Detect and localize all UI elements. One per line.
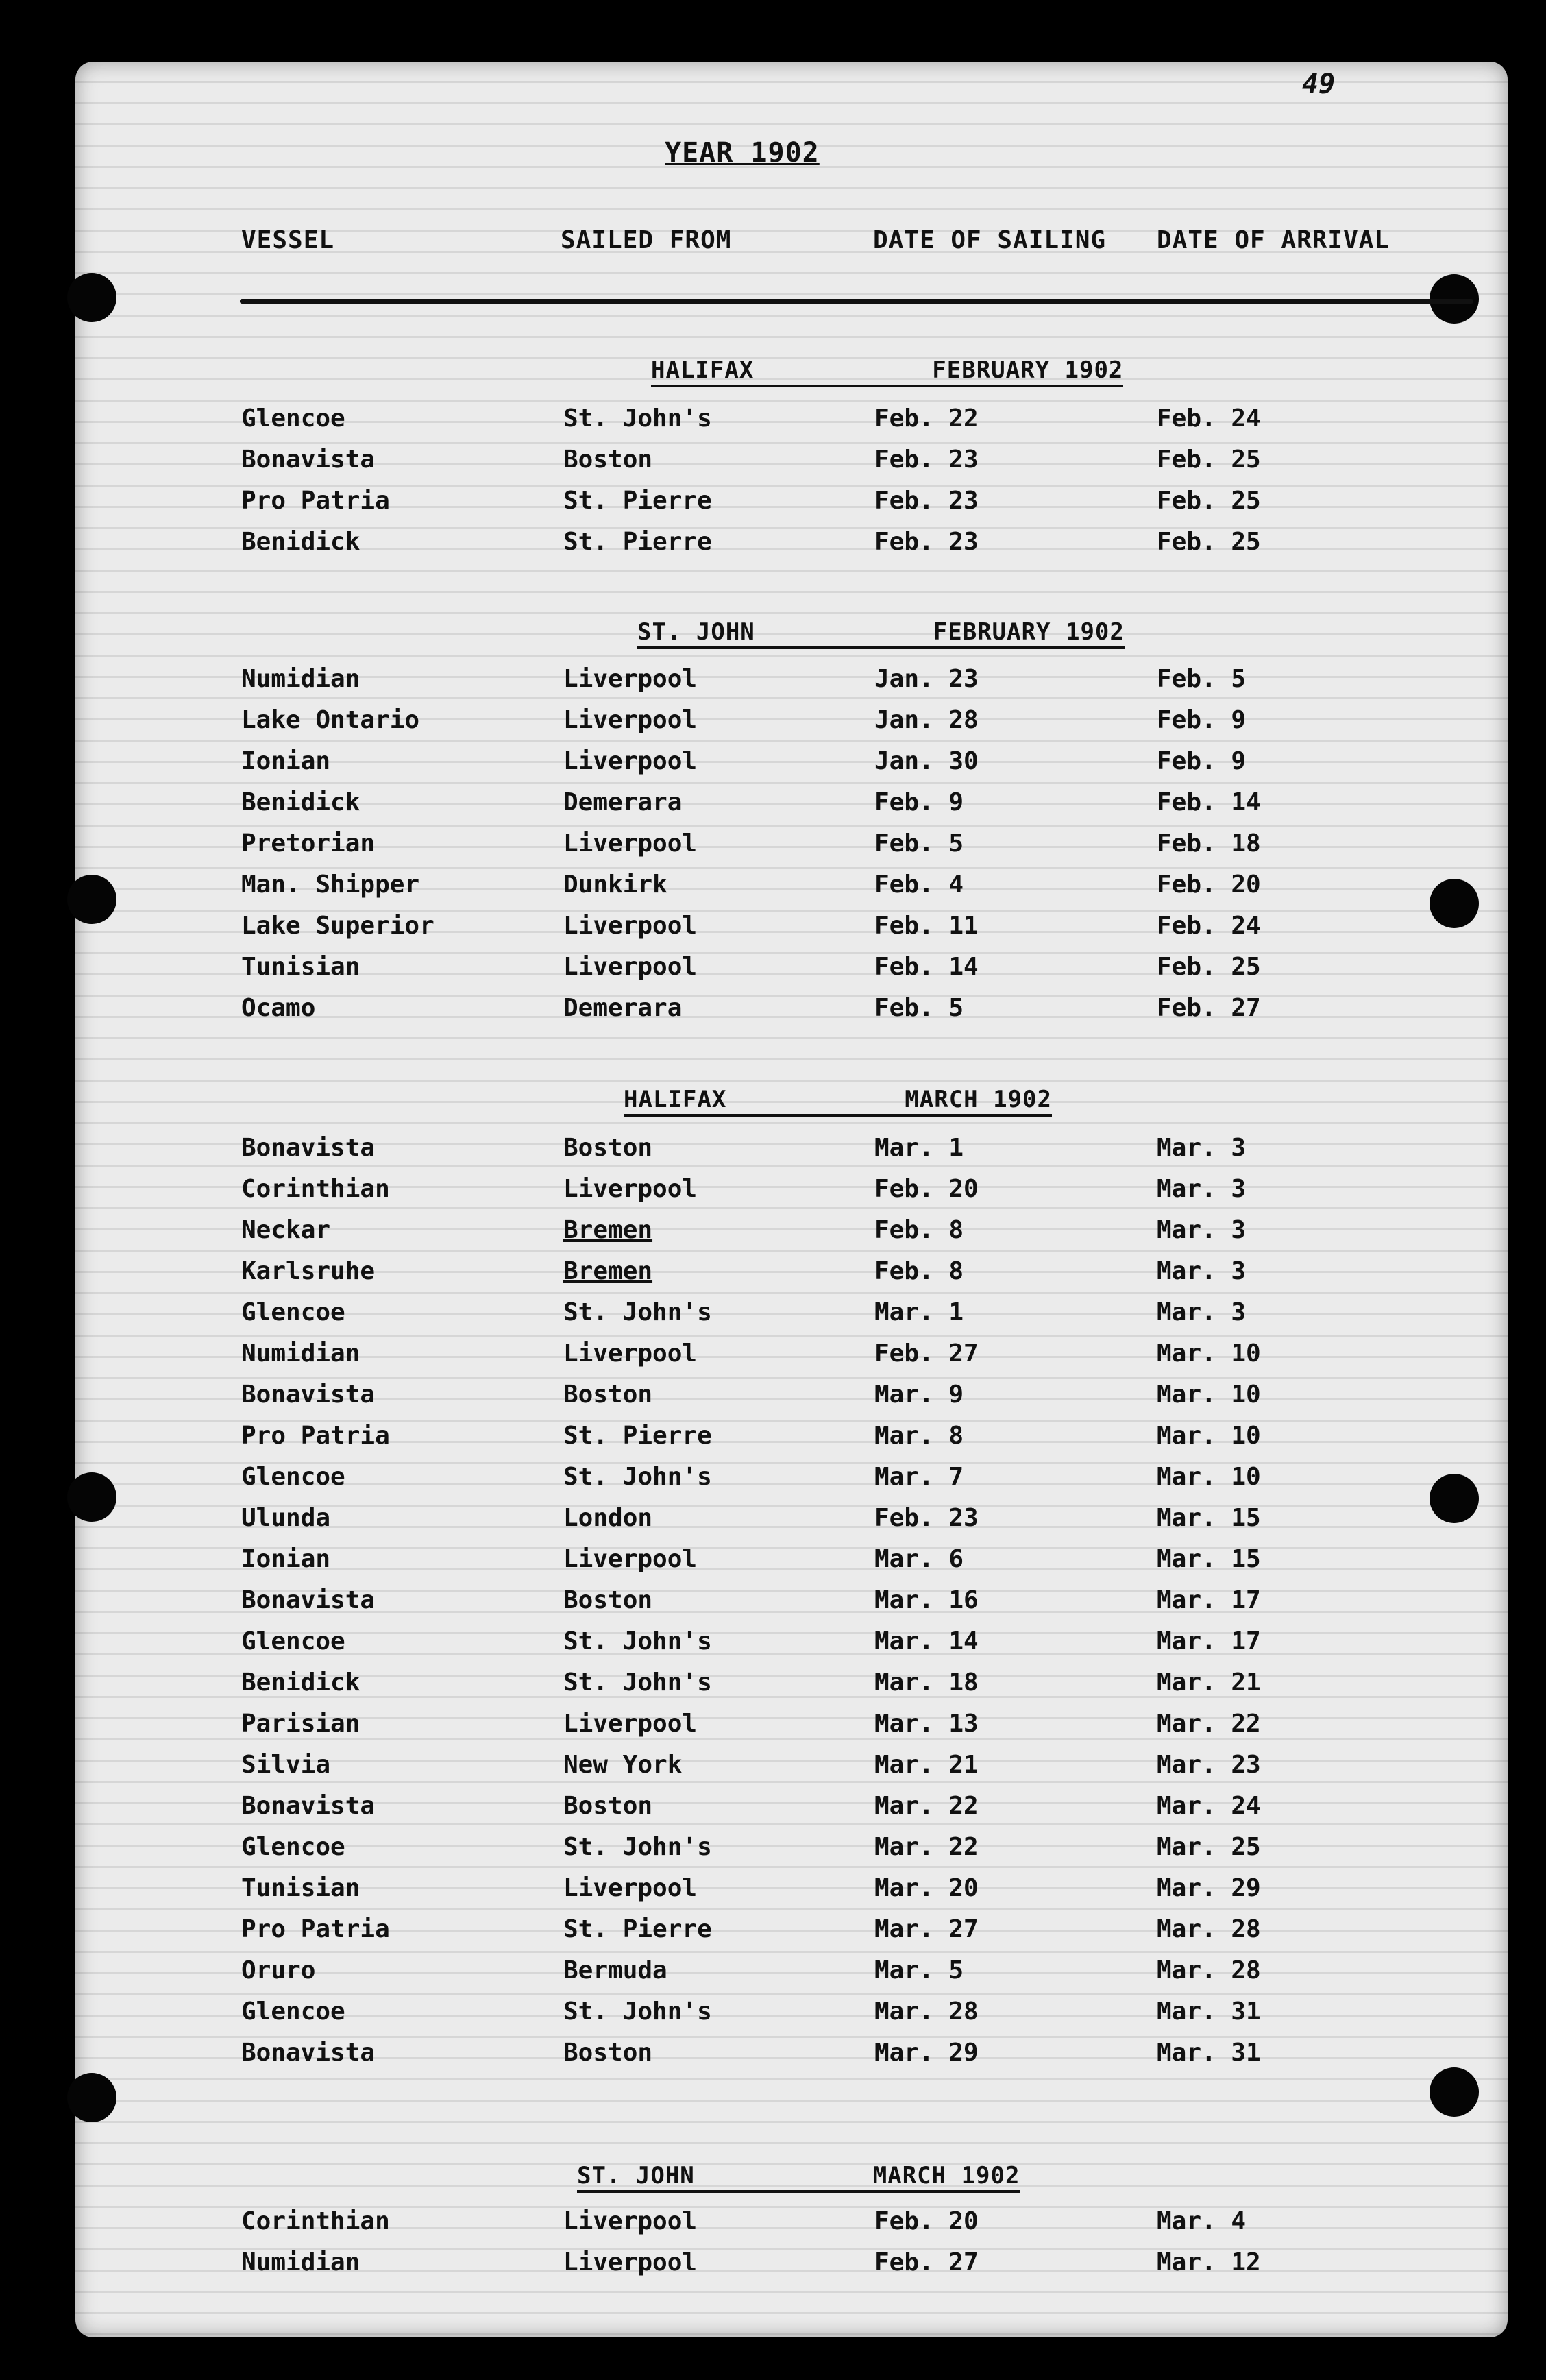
- arrival-date-cell: Mar. 31: [1157, 2039, 1261, 2067]
- section-title: [651, 356, 1123, 387]
- vessel-cell: Benidick: [241, 788, 360, 816]
- sailed-from-cell: Liverpool: [563, 2207, 698, 2235]
- sailing-date-cell: Feb. 9: [874, 788, 964, 816]
- arrival-date-cell: Mar. 3: [1157, 1134, 1247, 1162]
- sailing-date-cell: Feb. 23: [874, 446, 979, 474]
- sailed-from-cell: Liverpool: [563, 1710, 698, 1738]
- sailing-date-cell: Mar. 6: [874, 1545, 964, 1573]
- table-row: [0, 1540, 1546, 1581]
- section-title: [577, 2162, 1020, 2193]
- arrival-date-cell: Feb. 18: [1157, 829, 1261, 858]
- sailing-date-cell: Mar. 29: [874, 2039, 979, 2067]
- vessel-cell: Numidian: [241, 2248, 360, 2276]
- table-row: [0, 2033, 1546, 2074]
- vessel-cell: Bonavista: [241, 1134, 376, 1162]
- sailed-from-cell: St. John's: [563, 1997, 712, 2026]
- vessel-cell: Oruro: [241, 1956, 316, 1984]
- arrival-date-cell: Mar. 28: [1157, 1956, 1261, 1984]
- sailed-from-cell: St. John's: [563, 404, 712, 433]
- arrival-date-cell: Mar. 31: [1157, 1997, 1261, 2026]
- table-row: [0, 1293, 1546, 1334]
- sailed-from-cell: Boston: [563, 446, 653, 474]
- arrival-date-cell: Mar. 23: [1157, 1751, 1261, 1779]
- vessel-cell: Ionian: [241, 747, 331, 775]
- sailed-from-cell: Boston: [563, 1381, 653, 1409]
- table-row: [0, 1211, 1546, 1252]
- sailing-date-cell: Mar. 7: [874, 1463, 964, 1491]
- vessel-cell: Glencoe: [241, 1298, 345, 1326]
- sailing-date-cell: Mar. 1: [874, 1298, 964, 1326]
- sailed-from-cell: Bermuda: [563, 1956, 667, 1984]
- arrival-date-cell: Feb. 27: [1157, 994, 1261, 1022]
- sailing-date-cell: Mar. 1: [874, 1134, 964, 1162]
- vessel-cell: Parisian: [241, 1710, 360, 1738]
- sailed-from-cell: St. Pierre: [563, 528, 712, 556]
- table-row: [0, 742, 1546, 783]
- sailed-from-cell: Boston: [563, 1586, 653, 1614]
- shipping-table: [0, 659, 1546, 1030]
- table-row: [0, 947, 1546, 988]
- table-row: [0, 1622, 1546, 1663]
- table-row: [0, 1416, 1546, 1457]
- sailed-from-cell: Demerara: [563, 994, 683, 1022]
- sailed-from-cell: St. John's: [563, 1668, 712, 1697]
- arrival-date-cell: Mar. 28: [1157, 1915, 1261, 1943]
- table-row: [0, 1992, 1546, 2033]
- table-row: [0, 2202, 1546, 2243]
- table-row: [0, 1704, 1546, 1745]
- sailed-from-cell: Boston: [563, 1792, 653, 1820]
- table-row: [0, 1786, 1546, 1827]
- vessel-cell: Neckar: [241, 1216, 331, 1244]
- sailed-from-cell: St. Pierre: [563, 1915, 712, 1943]
- vessel-cell: Pretorian: [241, 829, 376, 858]
- sailed-from-cell: Boston: [563, 2039, 653, 2067]
- sailed-from-cell: London: [563, 1504, 653, 1532]
- table-row: [0, 701, 1546, 742]
- table-row: [0, 783, 1546, 824]
- sailing-date-cell: Feb. 14: [874, 953, 979, 981]
- arrival-date-cell: Mar. 3: [1157, 1216, 1247, 1244]
- arrival-date-cell: Mar. 3: [1157, 1257, 1247, 1285]
- vessel-cell: Glencoe: [241, 1833, 345, 1861]
- table-row: [0, 399, 1546, 440]
- vessel-cell: Lake Superior: [241, 912, 434, 940]
- arrival-date-cell: Mar. 3: [1157, 1175, 1247, 1203]
- table-row: [0, 1951, 1546, 1992]
- sailing-date-cell: Feb. 11: [874, 912, 979, 940]
- arrival-date-cell: Mar. 10: [1157, 1381, 1261, 1409]
- sailed-from-cell: Bremen: [563, 1257, 653, 1285]
- section-port: HALIFAX: [651, 356, 754, 384]
- arrival-date-cell: Mar. 17: [1157, 1586, 1261, 1614]
- arrival-date-cell: Mar. 15: [1157, 1545, 1261, 1573]
- arrival-date-cell: Mar. 4: [1157, 2207, 1247, 2235]
- sailed-from-cell: Demerara: [563, 788, 683, 816]
- sailed-from-cell: Liverpool: [563, 1874, 698, 1902]
- vessel-cell: Benidick: [241, 1668, 360, 1697]
- table-row: [0, 1745, 1546, 1786]
- shipping-table: [0, 399, 1546, 563]
- sailed-from-cell: St. John's: [563, 1627, 712, 1655]
- table-row: [0, 481, 1546, 522]
- sailing-date-cell: Feb. 20: [874, 1175, 979, 1203]
- document-title: YEAR 1902: [665, 137, 820, 169]
- section-port: ST. JOHN: [637, 618, 755, 646]
- sailing-date-cell: Mar. 14: [874, 1627, 979, 1655]
- header-rule: [240, 299, 1473, 304]
- arrival-date-cell: Feb. 25: [1157, 953, 1261, 981]
- vessel-cell: Silvia: [241, 1751, 331, 1779]
- sailing-date-cell: Feb. 8: [874, 1216, 964, 1244]
- vessel-cell: Karlsruhe: [241, 1257, 376, 1285]
- column-header-date-of-arrival: DATE OF ARRIVAL: [1157, 226, 1390, 254]
- arrival-date-cell: Mar. 29: [1157, 1874, 1261, 1902]
- vessel-cell: Bonavista: [241, 2039, 376, 2067]
- table-row: [0, 1663, 1546, 1704]
- arrival-date-cell: Mar. 3: [1157, 1298, 1247, 1326]
- binder-hole: [67, 2073, 116, 2122]
- sailing-date-cell: Feb. 23: [874, 528, 979, 556]
- sailing-date-cell: Jan. 30: [874, 747, 979, 775]
- vessel-cell: Ulunda: [241, 1504, 331, 1532]
- sailing-date-cell: Feb. 20: [874, 2207, 979, 2235]
- sailed-from-cell: St. John's: [563, 1298, 712, 1326]
- vessel-cell: Bonavista: [241, 1586, 376, 1614]
- sailed-from-cell: Liverpool: [563, 912, 698, 940]
- table-row: [0, 1252, 1546, 1293]
- sailed-from-cell: New York: [563, 1751, 683, 1779]
- binder-hole: [1430, 2067, 1479, 2117]
- vessel-cell: Numidian: [241, 1339, 360, 1368]
- sailing-date-cell: Mar. 21: [874, 1751, 979, 1779]
- table-row: [0, 1581, 1546, 1622]
- table-row: [0, 1869, 1546, 1910]
- sailing-date-cell: Mar. 20: [874, 1874, 979, 1902]
- sailing-date-cell: Feb. 8: [874, 1257, 964, 1285]
- arrival-date-cell: Mar. 22: [1157, 1710, 1261, 1738]
- section-period: MARCH 1902: [905, 1086, 1052, 1113]
- sailing-date-cell: Jan. 23: [874, 665, 979, 693]
- section-period: FEBRUARY 1902: [932, 356, 1124, 384]
- vessel-cell: Glencoe: [241, 1627, 345, 1655]
- vessel-cell: Corinthian: [241, 2207, 390, 2235]
- sailing-date-cell: Feb. 27: [874, 1339, 979, 1368]
- vessel-cell: Pro Patria: [241, 1915, 390, 1943]
- sailing-date-cell: Mar. 9: [874, 1381, 964, 1409]
- arrival-date-cell: Feb. 14: [1157, 788, 1261, 816]
- vessel-cell: Pro Patria: [241, 487, 390, 515]
- table-row: [0, 440, 1546, 481]
- table-row: [0, 1457, 1546, 1498]
- shipping-table: [0, 1128, 1546, 2074]
- arrival-date-cell: Mar. 10: [1157, 1463, 1261, 1491]
- sailed-from-cell: Liverpool: [563, 2248, 698, 2276]
- arrival-date-cell: Mar. 10: [1157, 1339, 1261, 1368]
- sailing-date-cell: Mar. 22: [874, 1792, 979, 1820]
- vessel-cell: Man. Shipper: [241, 871, 420, 899]
- table-row: [0, 1334, 1546, 1375]
- column-header-vessel: VESSEL: [241, 226, 335, 254]
- page-number: 49: [1302, 69, 1336, 100]
- table-row: [0, 659, 1546, 701]
- vessel-cell: Ionian: [241, 1545, 331, 1573]
- table-row: [0, 1128, 1546, 1169]
- vessel-cell: Pro Patria: [241, 1422, 390, 1450]
- sailed-from-cell: Bremen: [563, 1216, 653, 1244]
- arrival-date-cell: Feb. 5: [1157, 665, 1247, 693]
- arrival-date-cell: Feb. 9: [1157, 706, 1247, 734]
- section-port: ST. JOHN: [577, 2162, 695, 2189]
- vessel-cell: Ocamo: [241, 994, 316, 1022]
- section-title: [637, 618, 1125, 649]
- binder-hole: [67, 273, 116, 322]
- section-period: FEBRUARY 1902: [933, 618, 1125, 646]
- column-header-sailed-from: SAILED FROM: [561, 226, 732, 254]
- sailed-from-cell: St. Pierre: [563, 1422, 712, 1450]
- arrival-date-cell: Feb. 25: [1157, 446, 1261, 474]
- vessel-cell: Lake Ontario: [241, 706, 420, 734]
- sailed-from-cell: Liverpool: [563, 1339, 698, 1368]
- vessel-cell: Corinthian: [241, 1175, 390, 1203]
- arrival-date-cell: Feb. 24: [1157, 912, 1261, 940]
- table-row: [0, 865, 1546, 906]
- table-row: [0, 2243, 1546, 2284]
- sailed-from-cell: Liverpool: [563, 829, 698, 858]
- arrival-date-cell: Feb. 25: [1157, 487, 1261, 515]
- table-row: [0, 906, 1546, 947]
- sailing-date-cell: Mar. 18: [874, 1668, 979, 1697]
- sailed-from-cell: Liverpool: [563, 1175, 698, 1203]
- sailed-from-cell: Liverpool: [563, 665, 698, 693]
- vessel-cell: Glencoe: [241, 404, 345, 433]
- arrival-date-cell: Feb. 24: [1157, 404, 1261, 433]
- table-row: [0, 988, 1546, 1030]
- section-port: HALIFAX: [624, 1086, 727, 1113]
- sailed-from-cell: St. Pierre: [563, 487, 712, 515]
- sailing-date-cell: Mar. 5: [874, 1956, 964, 1984]
- sailed-from-cell: Liverpool: [563, 953, 698, 981]
- sailing-date-cell: Mar. 22: [874, 1833, 979, 1861]
- sailing-date-cell: Feb. 23: [874, 1504, 979, 1532]
- vessel-cell: Tunisian: [241, 953, 360, 981]
- shipping-table: [0, 2202, 1546, 2284]
- sailing-date-cell: Mar. 16: [874, 1586, 979, 1614]
- table-row: [0, 1169, 1546, 1211]
- table-row: [0, 1375, 1546, 1416]
- sailing-date-cell: Feb. 5: [874, 994, 964, 1022]
- sailed-from-cell: St. John's: [563, 1463, 712, 1491]
- arrival-date-cell: Feb. 9: [1157, 747, 1247, 775]
- table-row: [0, 824, 1546, 865]
- sailed-from-cell: Liverpool: [563, 1545, 698, 1573]
- table-row: [0, 1910, 1546, 1951]
- sailed-from-cell: Liverpool: [563, 706, 698, 734]
- sailing-date-cell: Mar. 27: [874, 1915, 979, 1943]
- vessel-cell: Benidick: [241, 528, 360, 556]
- sailing-date-cell: Feb. 4: [874, 871, 964, 899]
- vessel-cell: Bonavista: [241, 1792, 376, 1820]
- sailing-date-cell: Jan. 28: [874, 706, 979, 734]
- sailing-date-cell: Feb. 27: [874, 2248, 979, 2276]
- section-title: [624, 1086, 1052, 1117]
- vessel-cell: Glencoe: [241, 1463, 345, 1491]
- sailing-date-cell: Mar. 28: [874, 1997, 979, 2026]
- vessel-cell: Glencoe: [241, 1997, 345, 2026]
- sailed-from-cell: Liverpool: [563, 747, 698, 775]
- vessel-cell: Bonavista: [241, 1381, 376, 1409]
- arrival-date-cell: Mar. 12: [1157, 2248, 1261, 2276]
- arrival-date-cell: Feb. 20: [1157, 871, 1261, 899]
- sailing-date-cell: Feb. 23: [874, 487, 979, 515]
- table-row: [0, 522, 1546, 563]
- sailing-date-cell: Feb. 5: [874, 829, 964, 858]
- sailing-date-cell: Feb. 22: [874, 404, 979, 433]
- arrival-date-cell: Mar. 24: [1157, 1792, 1261, 1820]
- sailed-from-cell: Boston: [563, 1134, 653, 1162]
- vessel-cell: Tunisian: [241, 1874, 360, 1902]
- column-header-date-of-sailing: DATE OF SAILING: [873, 226, 1107, 254]
- arrival-date-cell: Mar. 25: [1157, 1833, 1261, 1861]
- arrival-date-cell: Mar. 10: [1157, 1422, 1261, 1450]
- arrival-date-cell: Mar. 21: [1157, 1668, 1261, 1697]
- arrival-date-cell: Mar. 15: [1157, 1504, 1261, 1532]
- arrival-date-cell: Mar. 17: [1157, 1627, 1261, 1655]
- table-row: [0, 1827, 1546, 1869]
- table-row: [0, 1498, 1546, 1540]
- section-period: MARCH 1902: [872, 2162, 1020, 2189]
- arrival-date-cell: Feb. 25: [1157, 528, 1261, 556]
- vessel-cell: Numidian: [241, 665, 360, 693]
- sailed-from-cell: St. John's: [563, 1833, 712, 1861]
- vessel-cell: Bonavista: [241, 446, 376, 474]
- sailing-date-cell: Mar. 13: [874, 1710, 979, 1738]
- sailing-date-cell: Mar. 8: [874, 1422, 964, 1450]
- sailed-from-cell: Dunkirk: [563, 871, 667, 899]
